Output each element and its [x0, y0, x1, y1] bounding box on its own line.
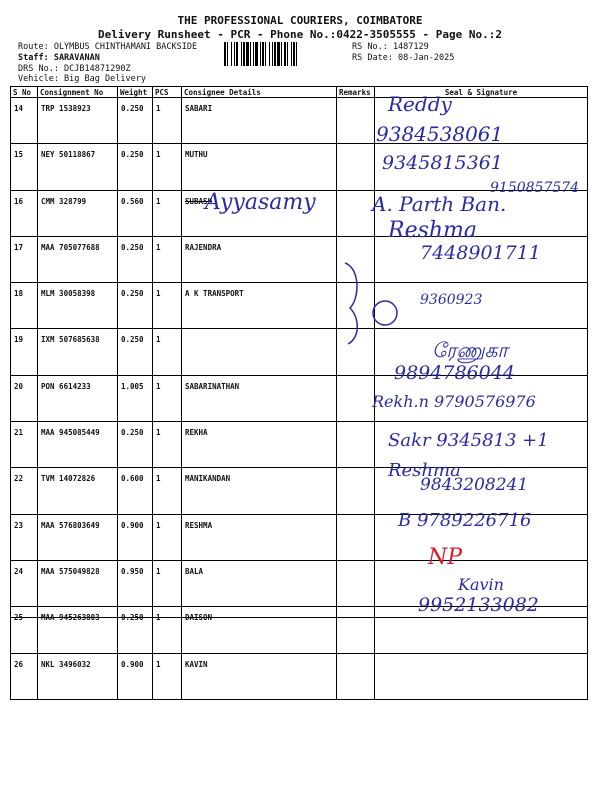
- cell-sno-text: 21: [14, 428, 24, 438]
- cell-consignment: [38, 144, 118, 190]
- cell-sno-text: 16: [14, 196, 24, 206]
- cell-consignee-text: MANIKANDAN: [185, 474, 231, 484]
- cell-weight: [118, 653, 153, 699]
- cell-pcs: [153, 236, 182, 282]
- cell-pcs-text: 1: [156, 566, 161, 576]
- cell-weight-text: 0.250: [121, 242, 144, 252]
- cell-pcs-text: 1: [156, 335, 161, 345]
- cell-weight-text: 0.250: [121, 613, 144, 623]
- cell-consignee-text: RESHMA: [185, 520, 213, 530]
- cell-consignee-text: A K TRANSPORT: [185, 289, 244, 299]
- cell-consignee: [182, 653, 337, 699]
- staff-label: Staff: SARAVANAN: [18, 53, 100, 63]
- cell-pcs: [153, 98, 182, 144]
- col-remarks: Remarks: [337, 87, 375, 98]
- cell-consignee-text: SABARINATHAN: [185, 381, 240, 391]
- hand-r26-phone: 9952133082: [418, 594, 539, 616]
- hand-r16-name: Ayyasamy: [205, 190, 316, 215]
- barcode: [224, 42, 344, 66]
- cell-sno-text: 19: [14, 335, 24, 345]
- cell-sno: [11, 375, 38, 421]
- cell-weight: [118, 190, 153, 236]
- rs-no-label: RS No.: 1487129: [352, 42, 429, 52]
- cell-pcs-text: 1: [156, 520, 161, 530]
- cell-pcs: [153, 144, 182, 190]
- cell-weight-text: 1.005: [121, 381, 144, 391]
- cell-consignment: [38, 422, 118, 468]
- drs-label: DRS No.: DCJB14871290Z: [18, 64, 131, 74]
- cell-consignment-text: TRP 1538923: [41, 104, 91, 113]
- cell-weight-text: 0.250: [121, 428, 144, 438]
- cell-consignee-text: DAISON: [185, 613, 213, 623]
- cell-consignee: [182, 283, 337, 329]
- cell-sno: [11, 98, 38, 144]
- cell-remarks: [337, 375, 375, 421]
- cell-sno: [11, 560, 38, 606]
- cell-weight-text: 0.950: [121, 566, 144, 576]
- cell-weight: [118, 329, 153, 375]
- cell-pcs-text: 1: [156, 242, 161, 252]
- col-consignee: Consignee Details: [182, 87, 337, 98]
- cell-consignment: [38, 653, 118, 699]
- cell-weight-text: 0.560: [121, 196, 144, 206]
- cell-remarks: [337, 607, 375, 653]
- cell-consignee: [182, 514, 337, 560]
- cell-consignment-text: TVM 14072826: [41, 474, 96, 484]
- cell-remarks: [337, 653, 375, 699]
- cell-consignee: [182, 422, 337, 468]
- cell-pcs: [153, 560, 182, 606]
- cell-pcs: [153, 514, 182, 560]
- hand-r24-phone: B 9789226716: [398, 510, 532, 531]
- company-title: THE PROFESSIONAL COURIERS, COIMBATORE: [177, 14, 423, 27]
- hand-r20-phone: 9894786044: [394, 362, 515, 384]
- cell-pcs-text: 1: [156, 428, 161, 438]
- cell-sno-text: 20: [14, 381, 24, 391]
- cell-sno: [11, 144, 38, 190]
- cell-pcs: [153, 283, 182, 329]
- cell-consignee: [182, 98, 337, 144]
- route-label: Route: OLYMBUS CHINTHAMANI BACKSIDE: [18, 42, 198, 52]
- circle-mark: [370, 298, 400, 328]
- hand-r19-phone: 9360923: [420, 292, 483, 308]
- cell-consignment-text: CMM 328799: [41, 196, 87, 206]
- cell-pcs: [153, 329, 182, 375]
- cell-consignment-text: MLM 30058398: [41, 289, 96, 299]
- cell-weight: [118, 607, 153, 653]
- cell-pcs: [153, 607, 182, 653]
- cell-weight: [118, 98, 153, 144]
- cell-consignment-text: PON 6614233: [41, 381, 91, 391]
- cell-consignee-text: SABARI: [185, 104, 213, 113]
- cell-weight-text: 0.900: [121, 659, 144, 669]
- hand-r16-seal: A. Parth Ban.: [372, 192, 507, 216]
- cell-sno-text: 23: [14, 520, 24, 530]
- cell-consignment: [38, 98, 118, 144]
- cell-consignment: [38, 468, 118, 514]
- cell-consignee-text: SUBASH: [185, 196, 213, 206]
- cell-consignee: [182, 375, 337, 421]
- cell-consignee-text: REKHA: [185, 428, 208, 438]
- cell-sno-text: 24: [14, 566, 24, 576]
- cell-consignee-text: KAVIN: [185, 659, 208, 669]
- cell-weight: [118, 514, 153, 560]
- cell-consignee: [182, 236, 337, 282]
- cell-sno: [11, 329, 38, 375]
- hand-r17-phone: 7448901711: [420, 242, 541, 264]
- hand-r16-phone: 9150857574: [490, 180, 580, 196]
- cell-weight-text: 0.250: [121, 104, 144, 113]
- cell-weight: [118, 144, 153, 190]
- cell-pcs: [153, 190, 182, 236]
- cell-weight: [118, 236, 153, 282]
- cell-pcs: [153, 422, 182, 468]
- cell-pcs-text: 1: [156, 104, 161, 113]
- bottom-rule: [10, 617, 588, 618]
- cell-consignment-text: MAA 945085449: [41, 428, 100, 438]
- cell-pcs-text: 1: [156, 474, 161, 484]
- cell-consignment-text: MAA 705077688: [41, 242, 100, 252]
- cell-sno: [11, 190, 38, 236]
- hand-r15-phone: 9345815361: [382, 152, 503, 174]
- table-header-row: [11, 87, 588, 98]
- col-seal: Seal & Signature: [375, 87, 588, 98]
- cell-consignment-text: MAA 575049828: [41, 566, 100, 576]
- cell-consignment-text: NKL 3496032: [41, 659, 91, 669]
- cell-remarks: [337, 468, 375, 514]
- cell-pcs-text: 1: [156, 381, 161, 391]
- hand-r21-phone: Rekh.n 9790576976: [372, 392, 536, 411]
- cell-consignment: [38, 190, 118, 236]
- cell-pcs-text: 1: [156, 289, 161, 299]
- col-consignment: Consignment No: [38, 87, 118, 98]
- cell-consignment-text: NEY 50118867: [41, 150, 96, 160]
- hand-r22-phone: Sakr 9345813 +1: [388, 430, 549, 451]
- table-row: [11, 653, 588, 699]
- vehicle-label: Vehicle: Big Bag Delivery: [18, 74, 146, 84]
- col-pcs: PCS: [153, 87, 182, 98]
- cell-weight-text: 0.250: [121, 335, 144, 345]
- cell-consignee-text: RAJENDRA: [185, 242, 222, 252]
- cell-consignment-text: MAA 576803649: [41, 520, 100, 530]
- cell-consignment-text: MAA 945263803: [41, 613, 100, 623]
- hand-r17-name: Reshma: [388, 218, 478, 243]
- cell-remarks: [337, 144, 375, 190]
- cell-sno-text: 15: [14, 150, 24, 160]
- hand-r26-name: Kavin: [458, 575, 504, 594]
- cell-consignee: [182, 607, 337, 653]
- cell-weight: [118, 560, 153, 606]
- cell-consignee-text: BALA: [185, 566, 204, 576]
- cell-sno: [11, 422, 38, 468]
- hand-r20-script: ரேணுகா: [432, 338, 508, 362]
- col-sno: S No: [11, 87, 38, 98]
- cell-pcs-text: 1: [156, 196, 161, 206]
- cell-consignee: [182, 144, 337, 190]
- cell-remarks: [337, 560, 375, 606]
- runsheet-subtitle: Delivery Runsheet - PCR - Phone No.:0422-3505555 - Page No.:2: [98, 28, 502, 41]
- cell-consignee: [182, 468, 337, 514]
- cell-weight: [118, 375, 153, 421]
- cell-consignment: [38, 236, 118, 282]
- table-row: [11, 283, 588, 329]
- cell-sno-text: 22: [14, 474, 24, 484]
- cell-consignment-text: IXM 507685638: [41, 335, 100, 345]
- cell-consignment: [38, 329, 118, 375]
- hand-r23-name: Reshma: [388, 460, 461, 481]
- cell-sno: [11, 468, 38, 514]
- cell-consignment: [38, 514, 118, 560]
- cell-sno-text: 26: [14, 659, 24, 669]
- cell-consignee: [182, 329, 337, 375]
- cell-consignment: [38, 375, 118, 421]
- cell-remarks: [337, 514, 375, 560]
- cell-pcs: [153, 375, 182, 421]
- cell-remarks: [337, 98, 375, 144]
- cell-pcs-text: 1: [156, 613, 161, 623]
- cell-consignment: [38, 607, 118, 653]
- cell-pcs: [153, 468, 182, 514]
- cell-sno: [11, 514, 38, 560]
- hand-r23-phone: 9843208241: [420, 475, 529, 495]
- cell-consignment: [38, 560, 118, 606]
- cell-sno: [11, 236, 38, 282]
- cell-weight: [118, 283, 153, 329]
- cell-pcs-text: 1: [156, 659, 161, 669]
- cell-sno-text: 17: [14, 242, 24, 252]
- hand-r14-name: Reddy: [388, 92, 452, 116]
- col-weight: Weight: [118, 87, 153, 98]
- cell-seal: [375, 653, 588, 699]
- cell-pcs: [153, 653, 182, 699]
- cell-weight: [118, 422, 153, 468]
- cell-sno-text: 25: [14, 613, 24, 623]
- cell-weight-text: 0.250: [121, 150, 144, 160]
- hand-r14-phone: 9384538061: [376, 122, 504, 146]
- cell-consignee-text: MUTHU: [185, 150, 208, 160]
- cell-sno-text: 18: [14, 289, 24, 299]
- cell-weight: [118, 468, 153, 514]
- cell-weight-text: 0.250: [121, 289, 144, 299]
- cell-sno: [11, 283, 38, 329]
- cell-weight-text: 0.600: [121, 474, 144, 484]
- cell-pcs-text: 1: [156, 150, 161, 160]
- barcode-bar: [297, 42, 299, 66]
- cell-consignee: [182, 560, 337, 606]
- cell-remarks: [337, 190, 375, 236]
- hand-r25-mark: NP: [428, 545, 463, 570]
- cell-consignment: [38, 283, 118, 329]
- cell-remarks: [337, 422, 375, 468]
- cell-weight-text: 0.900: [121, 520, 144, 530]
- cell-sno: [11, 653, 38, 699]
- rs-date-label: RS Date: 08-Jan-2025: [352, 53, 455, 63]
- cell-sno: [11, 607, 38, 653]
- bracket-mark: [340, 258, 370, 348]
- cell-sno-text: 14: [14, 104, 24, 113]
